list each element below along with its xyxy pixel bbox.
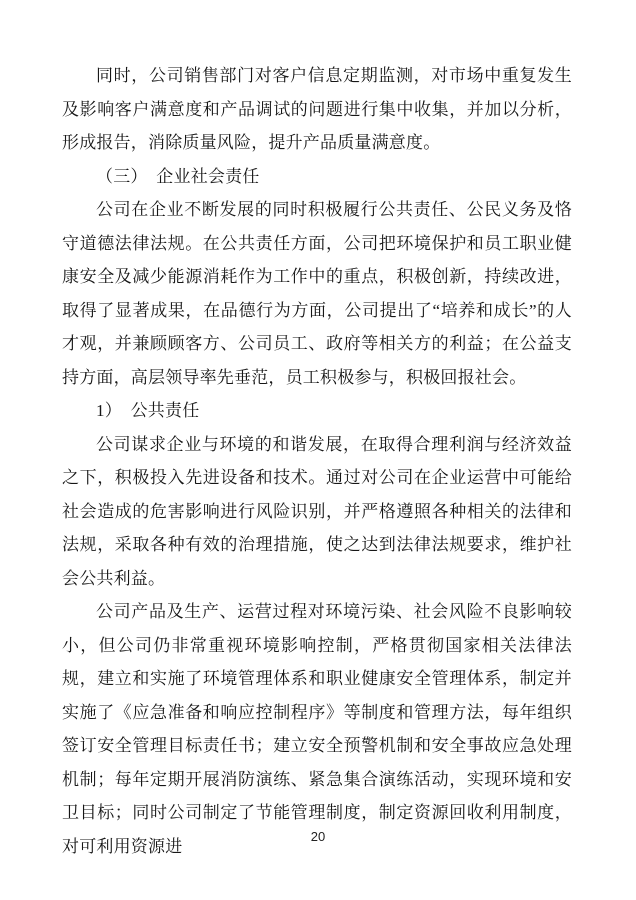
page-number: 20 — [310, 829, 326, 844]
para-environment-safety-management: 公司产品及生产、运营过程对环境污染、社会风险不良影响较小，但公司仍非常重视环境影响控制，严格贯彻国家相关法律法规，建立和实施了环境管理体系和职业健康安全管理体系，制定并实施了《应急准备和响应控制程序》等制度和管理方法，每年组织签订安全管理目标责任书；建立安全预警机制和安全事故应急处理机制；每年定期开展消防演练、紧急集合演练活动，实现环境和安卫目标；同时公司制定了节能管理制度，制定资源回收利用制度，对可利用资源进 — [62, 602, 572, 856]
para-customer-feedback-monitoring: 同时，公司销售部门对客户信息定期监测，对市场中重复发生及影响客户满意度和产品调试的问题进行集中收集，并加以分析，形成报告，消除质量风险，提升产品质量满意度。 — [62, 66, 572, 152]
para-public-responsibility: 公司谋求企业与环境的和谐发展，在取得合理利润与经济效益之下，积极投入先进设备和技术。通过对公司在企业运营中可能给社会造成的危害影响进行风险识别，并严格遵照各种相关的法律和法规，采取各种有效的治理措施，使之达到法律法规要求，维护社会公共利益。 — [62, 434, 572, 588]
heading-public-responsibility: 1） 公共责任 — [96, 401, 200, 420]
document-body — [62, 59, 572, 863]
para-csr-overview: 公司在企业不断发展的同时积极履行公共责任、公民义务及恪守道德法律法规。在公共责任方面，公司把环境保护和员工职业健康安全及减少能源消耗作为工作中的重点，积极创新，持续改进，取得了显著成果，在品德行为方面，公司提出了“培养和成长”的人才观，并兼顾顾客方、公司员工、政府等相关方的利益；在公益支持方面，高层领导率先垂范，员工积极参与，积极回报社会。 — [62, 200, 572, 387]
heading-corporate-social-responsibility: （三） 企业社会责任 — [96, 166, 260, 186]
